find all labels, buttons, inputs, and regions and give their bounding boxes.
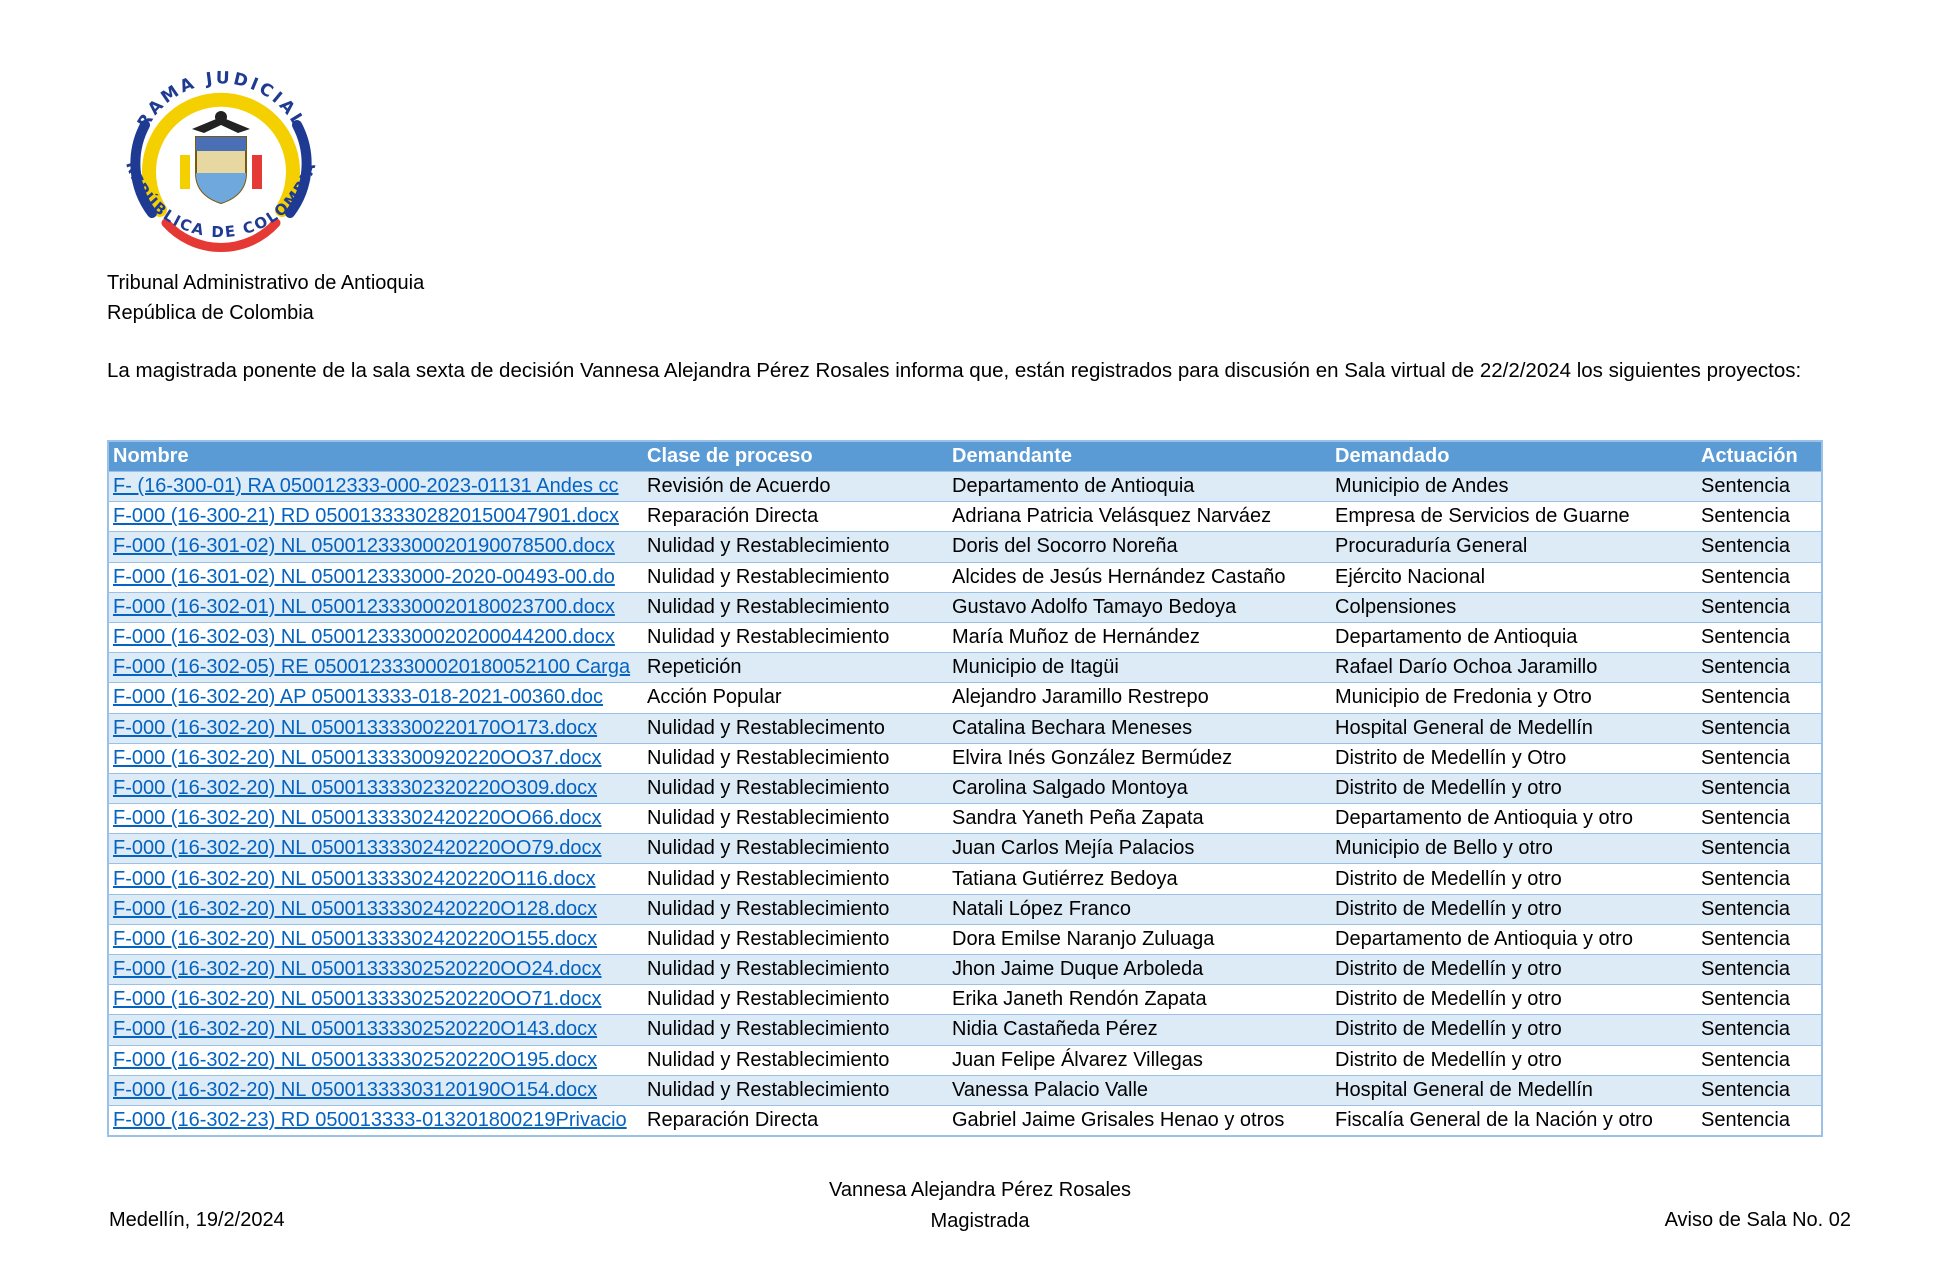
- column-header-demandante: Demandante: [948, 441, 1331, 472]
- cell-nombre: [108, 894, 643, 924]
- document-link[interactable]: F-000 (16-302-20) NL 05001333302420220OO66.docx: [113, 807, 602, 830]
- column-header-clase: Clase de proceso: [643, 441, 948, 472]
- cell-demandado: Departamento de Antioquia y otro: [1331, 804, 1697, 834]
- cell-actuacion: Sentencia: [1697, 622, 1822, 652]
- table-row: [108, 743, 1822, 773]
- signature-block: [780, 1175, 1180, 1237]
- cell-actuacion: Sentencia: [1697, 985, 1822, 1015]
- table-row: [108, 532, 1822, 562]
- table-row: [108, 773, 1822, 803]
- table-row: [108, 804, 1822, 834]
- cell-clase: Nulidad y Restablecimiento: [643, 924, 948, 954]
- cell-nombre: [108, 743, 643, 773]
- column-header-nombre: Nombre: [108, 441, 643, 472]
- cell-demandante: María Muñoz de Hernández: [948, 622, 1331, 652]
- cell-demandante: Sandra Yaneth Peña Zapata: [948, 804, 1331, 834]
- cell-demandante: Juan Felipe Álvarez Villegas: [948, 1045, 1331, 1075]
- document-link[interactable]: F-000 (16-302-20) NL 05001333302420220O155.docx: [113, 927, 598, 950]
- cell-nombre: [108, 683, 643, 713]
- document-link[interactable]: F-000 (16-301-02) NL 050012333000-2020-00493-00.do: [113, 565, 615, 588]
- table-row: [108, 924, 1822, 954]
- table-row: [108, 622, 1822, 652]
- cell-nombre: [108, 502, 643, 532]
- table-row: [108, 653, 1822, 683]
- cell-demandante: Adriana Patricia Velásquez Narváez: [948, 502, 1331, 532]
- cell-nombre: [108, 1015, 643, 1045]
- cell-demandado: Rafael Darío Ochoa Jaramillo: [1331, 653, 1697, 683]
- cell-actuacion: Sentencia: [1697, 472, 1822, 502]
- cell-actuacion: Sentencia: [1697, 1045, 1822, 1075]
- cell-demandante: Juan Carlos Mejía Palacios: [948, 834, 1331, 864]
- cell-clase: Nulidad y Restablecimento: [643, 713, 948, 743]
- cell-nombre: [108, 713, 643, 743]
- cell-actuacion: Sentencia: [1697, 864, 1822, 894]
- svg-text:RAMA JUDICIAL: RAMA JUDICIAL: [133, 68, 310, 133]
- document-link[interactable]: F-000 (16-302-01) NL 05001233300020180023700.docx: [113, 595, 615, 618]
- country-name: República de Colombia: [107, 302, 314, 324]
- cell-demandado: Distrito de Medellín y otro: [1331, 894, 1697, 924]
- cell-demandado: Distrito de Medellín y otro: [1331, 985, 1697, 1015]
- document-link[interactable]: F-000 (16-302-20) NL 05001333303120190O154.docx: [113, 1078, 598, 1101]
- document-link[interactable]: F-000 (16-302-20) NL 05001333302520220O195.docx: [113, 1048, 598, 1071]
- cell-demandante: Jhon Jaime Duque Arboleda: [948, 955, 1331, 985]
- rama-judicial-logo: [100, 55, 342, 267]
- cell-actuacion: Sentencia: [1697, 653, 1822, 683]
- document-link[interactable]: F-000 (16-302-20) NL 05001333302420220O128.docx: [113, 897, 598, 920]
- cell-demandante: Erika Janeth Rendón Zapata: [948, 985, 1331, 1015]
- cell-clase: Nulidad y Restablecimiento: [643, 1045, 948, 1075]
- cell-demandado: Distrito de Medellín y otro: [1331, 955, 1697, 985]
- document-link[interactable]: F-000 (16-302-20) NL 05001333300920220OO37.docx: [113, 746, 602, 769]
- cell-actuacion: Sentencia: [1697, 683, 1822, 713]
- cell-nombre: [108, 864, 643, 894]
- cell-demandado: Municipio de Bello y otro: [1331, 834, 1697, 864]
- cell-nombre: [108, 653, 643, 683]
- column-header-demandado: Demandado: [1331, 441, 1697, 472]
- document-link[interactable]: F-000 (16-302-23) RD 050013333-013201800219Privacio: [113, 1109, 627, 1132]
- cell-demandado: Departamento de Antioquia y otro: [1331, 924, 1697, 954]
- document-link[interactable]: F-000 (16-302-20) NL 05001333302520220OO24.docx: [113, 958, 602, 981]
- cell-demandante: Catalina Bechara Meneses: [948, 713, 1331, 743]
- document-link[interactable]: F-000 (16-302-20) NL 05001333302420220O116.docx: [113, 867, 596, 890]
- cell-clase: Reparación Directa: [643, 1105, 948, 1136]
- cell-clase: Revisión de Acuerdo: [643, 472, 948, 502]
- table-row: [108, 894, 1822, 924]
- cell-demandante: Alcides de Jesús Hernández Castaño: [948, 562, 1331, 592]
- cell-clase: Nulidad y Restablecimiento: [643, 773, 948, 803]
- cell-nombre: [108, 955, 643, 985]
- document-link[interactable]: F-000 (16-302-20) AP 050013333-018-2021-00360.doc: [113, 686, 603, 709]
- table-row: [108, 592, 1822, 622]
- cell-demandado: Hospital General de Medellín: [1331, 1075, 1697, 1105]
- place-date: Medellín, 19/2/2024: [109, 1209, 285, 1231]
- intro-paragraph: La magistrada ponente de la sala sexta de decisión Vannesa Alejandra Pérez Rosales informa que, están registrados para discusión en Sala virtual de 22/2/2024 los siguientes proyectos:: [107, 359, 1802, 382]
- table-row: [108, 683, 1822, 713]
- cell-demandado: Distrito de Medellín y otro: [1331, 773, 1697, 803]
- cell-clase: Nulidad y Restablecimiento: [643, 622, 948, 652]
- document-link[interactable]: F-000 (16-302-20) NL 05001333302420220OO79.docx: [113, 837, 602, 860]
- cell-demandado: Fiscalía General de la Nación y otro: [1331, 1105, 1697, 1136]
- cell-actuacion: Sentencia: [1697, 804, 1822, 834]
- cell-clase: Nulidad y Restablecimiento: [643, 1015, 948, 1045]
- cell-demandante: Vanessa Palacio Valle: [948, 1075, 1331, 1105]
- tribunal-name: Tribunal Administrativo de Antioquia: [107, 272, 425, 294]
- table-header-row: [108, 441, 1822, 472]
- cell-clase: Nulidad y Restablecimiento: [643, 743, 948, 773]
- cell-demandante: Municipio de Itagüi: [948, 653, 1331, 683]
- column-header-actuacion: Actuación: [1697, 441, 1822, 472]
- table-row: [108, 1105, 1822, 1136]
- document-link[interactable]: F-000 (16-302-20) NL 05001333302520220O143.docx: [113, 1018, 598, 1041]
- cell-nombre: [108, 924, 643, 954]
- cell-clase: Nulidad y Restablecimiento: [643, 1075, 948, 1105]
- cell-nombre: [108, 834, 643, 864]
- cell-clase: Nulidad y Restablecimiento: [643, 894, 948, 924]
- cell-nombre: [108, 773, 643, 803]
- document-link[interactable]: F-000 (16-302-03) NL 05001233300020200044200.docx: [113, 626, 615, 649]
- cell-actuacion: Sentencia: [1697, 924, 1822, 954]
- cell-clase: Nulidad y Restablecimiento: [643, 562, 948, 592]
- cell-demandante: Natali López Franco: [948, 894, 1331, 924]
- cell-demandado: Distrito de Medellín y Otro: [1331, 743, 1697, 773]
- table-row: [108, 1075, 1822, 1105]
- cell-actuacion: Sentencia: [1697, 1105, 1822, 1136]
- cell-demandado: Distrito de Medellín y otro: [1331, 864, 1697, 894]
- cell-clase: Nulidad y Restablecimiento: [643, 592, 948, 622]
- cell-actuacion: Sentencia: [1697, 713, 1822, 743]
- cell-demandante: Departamento de Antioquia: [948, 472, 1331, 502]
- cell-demandado: Distrito de Medellín y otro: [1331, 1015, 1697, 1045]
- cell-demandado: Colpensiones: [1331, 592, 1697, 622]
- signer-name: Vannesa Alejandra Pérez Rosales: [828, 1179, 1132, 1201]
- table-row: [108, 472, 1822, 502]
- table-row: [108, 985, 1822, 1015]
- cell-demandante: Alejandro Jaramillo Restrepo: [948, 683, 1331, 713]
- cell-nombre: [108, 1105, 643, 1136]
- rama-judicial-seal-icon: [100, 55, 342, 267]
- svg-text:REPÚBLICA DE COLOMBIA: REPÚBLICA DE COLOMBIA: [122, 158, 320, 242]
- cell-demandante: Elvira Inés González Bermúdez: [948, 743, 1331, 773]
- cell-demandado: Municipio de Andes: [1331, 472, 1697, 502]
- cell-nombre: [108, 472, 643, 502]
- cell-clase: Nulidad y Restablecimiento: [643, 834, 948, 864]
- cell-demandado: Departamento de Antioquia: [1331, 622, 1697, 652]
- table-row: [108, 864, 1822, 894]
- cell-actuacion: Sentencia: [1697, 1075, 1822, 1105]
- cell-actuacion: Sentencia: [1697, 894, 1822, 924]
- cell-actuacion: Sentencia: [1697, 592, 1822, 622]
- cell-clase: Nulidad y Restablecimiento: [643, 804, 948, 834]
- cell-demandante: Doris del Socorro Noreña: [948, 532, 1331, 562]
- cell-demandante: Dora Emilse Naranjo Zuluaga: [948, 924, 1331, 954]
- cell-clase: Nulidad y Restablecimiento: [643, 985, 948, 1015]
- cell-demandante: Carolina Salgado Montoya: [948, 773, 1331, 803]
- table-row: [108, 955, 1822, 985]
- cell-actuacion: Sentencia: [1697, 773, 1822, 803]
- document-link[interactable]: F-000 (16-302-05) RE 05001233300020180052100 Carga: [113, 656, 631, 679]
- table-row: [108, 713, 1822, 743]
- cell-clase: Nulidad y Restablecimiento: [643, 532, 948, 562]
- cell-actuacion: Sentencia: [1697, 562, 1822, 592]
- table-row: [108, 834, 1822, 864]
- document-link[interactable]: F-000 (16-302-20) NL 05001333300220170O173.docx: [113, 716, 598, 739]
- cell-nombre: [108, 1045, 643, 1075]
- cell-clase: Reparación Directa: [643, 502, 948, 532]
- cell-demandante: Nidia Castañeda Pérez: [948, 1015, 1331, 1045]
- notice-number: Aviso de Sala No. 02: [1664, 1209, 1851, 1231]
- projects-table: [107, 440, 1823, 1137]
- cell-demandante: Gabriel Jaime Grisales Henao y otros: [948, 1105, 1331, 1136]
- table-row: [108, 562, 1822, 592]
- document-link[interactable]: F-000 (16-302-20) NL 05001333302520220OO71.docx: [113, 988, 602, 1011]
- cell-nombre: [108, 532, 643, 562]
- cell-actuacion: Sentencia: [1697, 1015, 1822, 1045]
- cell-actuacion: Sentencia: [1697, 532, 1822, 562]
- cell-actuacion: Sentencia: [1697, 502, 1822, 532]
- cell-actuacion: Sentencia: [1697, 834, 1822, 864]
- table-row: [108, 502, 1822, 532]
- cell-demandado: Procuraduría General: [1331, 532, 1697, 562]
- cell-nombre: [108, 1075, 643, 1105]
- cell-clase: Nulidad y Restablecimiento: [643, 864, 948, 894]
- cell-actuacion: Sentencia: [1697, 743, 1822, 773]
- signer-title: Magistrada: [930, 1210, 1030, 1232]
- cell-clase: Nulidad y Restablecimiento: [643, 955, 948, 985]
- cell-demandado: Municipio de Fredonia y Otro: [1331, 683, 1697, 713]
- cell-demandado: Hospital General de Medellín: [1331, 713, 1697, 743]
- cell-demandado: Empresa de Servicios de Guarne: [1331, 502, 1697, 532]
- cell-clase: Repetición: [643, 653, 948, 683]
- document-link[interactable]: F- (16-300-01) RA 050012333-000-2023-01131 Andes cc: [113, 475, 619, 498]
- document-link[interactable]: F-000 (16-302-20) NL 05001333302320220O309.docx: [113, 776, 598, 799]
- table-row: [108, 1015, 1822, 1045]
- cell-demandado: Distrito de Medellín y otro: [1331, 1045, 1697, 1075]
- cell-nombre: [108, 562, 643, 592]
- cell-demandante: Tatiana Gutiérrez Bedoya: [948, 864, 1331, 894]
- cell-demandante: Gustavo Adolfo Tamayo Bedoya: [948, 592, 1331, 622]
- cell-nombre: [108, 622, 643, 652]
- cell-actuacion: Sentencia: [1697, 955, 1822, 985]
- document-link[interactable]: F-000 (16-301-02) NL 05001233300020190078500.docx: [113, 535, 615, 558]
- cell-clase: Acción Popular: [643, 683, 948, 713]
- table-row: [108, 1045, 1822, 1075]
- cell-nombre: [108, 985, 643, 1015]
- cell-nombre: [108, 804, 643, 834]
- cell-nombre: [108, 592, 643, 622]
- cell-demandado: Ejército Nacional: [1331, 562, 1697, 592]
- document-link[interactable]: F-000 (16-300-21) RD 05001333302820150047901.docx: [113, 505, 619, 528]
